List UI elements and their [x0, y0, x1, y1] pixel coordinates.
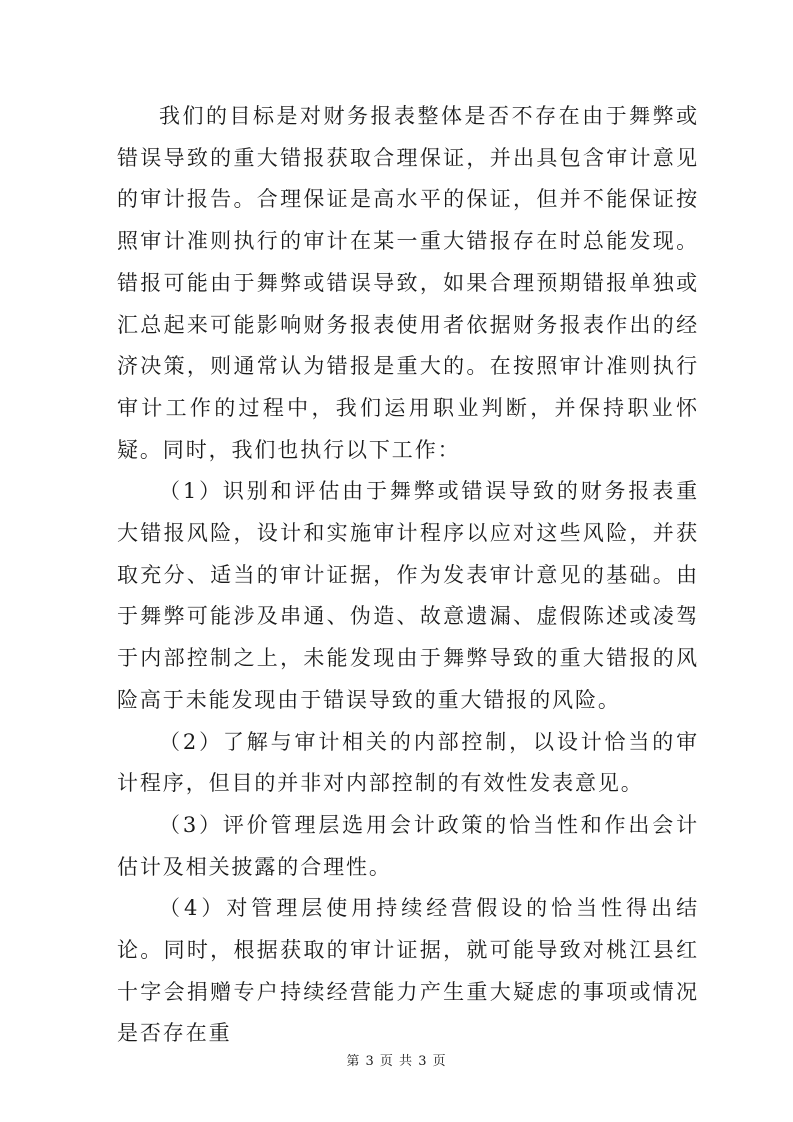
- paragraph-item-1: （1）识别和评估由于舞弊或错误导致的财务报表重大错报风险，设计和实施审计程序以应对这些风险，并获取充分、适当的审计证据，作为发表审计意见的基础。由于舞弊可能涉及串通、伪造、故意遗漏、虚假陈述或凌驾于内部控制之上，未能发现由于舞弊导致的重大错报的风险高于未能发现由于错误导致的重大错报的风险。: [117, 479, 699, 712]
- body-text: [117, 96, 699, 1055]
- paragraph-audit-objective: 我们的目标是对财务报表整体是否不存在由于舞弊或错误导致的重大错报获取合理保证，并出具包含审计意见的审计报告。合理保证是高水平的保证，但并不能保证按照审计准则执行的审计在某一重大错报存在时总能发现。错报可能由于舞弊或错误导致，如果合理预期错报单独或汇总起来可能影响财务报表使用者依据财务报表作出的经济决策，则通常认为错报是重大的。在按照审计准则执行审计工作的过程中，我们运用职业判断，并保持职业怀疑。同时，我们也执行以下工作：: [117, 104, 699, 462]
- paragraph-item-2: （2）了解与审计相关的内部控制，以设计恰当的审计程序，但目的并非对内部控制的有效性发表意见。: [117, 729, 699, 796]
- page-footer: 第 3 页 共 3 页: [346, 1054, 447, 1069]
- paragraph-item-4: （4）对管理层使用持续经营假设的恰当性得出结论。同时，根据获取的审计证据，就可能导致对桃江县红十字会捐赠专户持续经营能力产生重大疑虑的事项或情况是否存在重: [117, 896, 699, 1046]
- paragraph-item-3: （3）评价管理层选用会计政策的恰当性和作出会计估计及相关披露的合理性。: [117, 812, 699, 879]
